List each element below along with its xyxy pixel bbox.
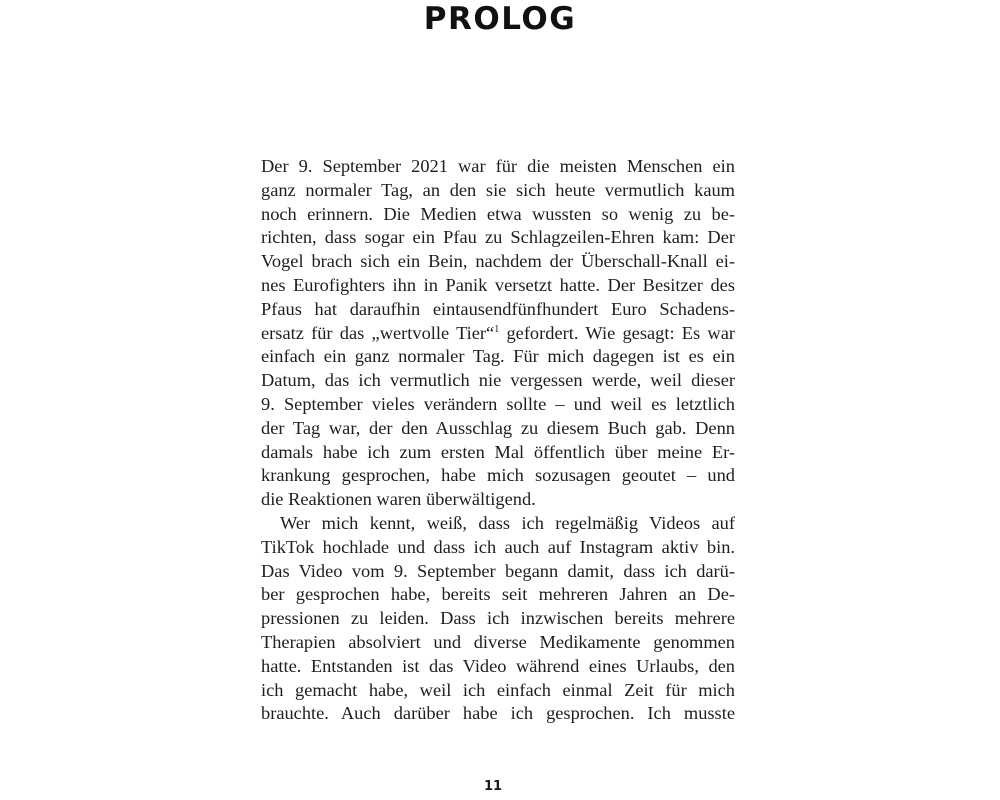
- text-line: ganz normaler Tag, an den sie sich heute vermutlich kaum: [261, 179, 735, 200]
- text-line: krankung gesprochen, habe mich sozusagen geoutet – und: [261, 465, 735, 486]
- text-line: brauchte. Auch darüber habe ich gesprochen. Ich musste: [261, 703, 735, 724]
- text-segment: gefordert. Wie gesagt: Es war: [499, 322, 736, 343]
- text-line: Der 9. September 2021 war für die meisten Menschen ein: [261, 156, 735, 176]
- footnote-marker[interactable]: 1: [494, 323, 500, 335]
- text-line: noch erinnern. Die Medien etwa wussten so wenig zu be-: [261, 203, 735, 224]
- text-line: pressionen zu leiden. Dass ich inzwischen bereits mehrere: [261, 608, 735, 629]
- text-line: ber gesprochen habe, bereits seit mehreren Jahren an De-: [261, 584, 735, 605]
- text-line: richten, dass sogar ein Pfau zu Schlagzeilen-Ehren kam: Der: [261, 227, 735, 248]
- body-text: [261, 155, 735, 726]
- paragraph-2: [261, 512, 735, 726]
- chapter-title: PROLOG: [423, 1, 577, 37]
- text-line: Therapien absolviert und diverse Medikamente genommen: [261, 631, 735, 652]
- text-segment: ersatz für das „wertvolle Tier“: [261, 322, 495, 343]
- text-line: Vogel brach sich ein Bein, nachdem der Überschall-Knall ei-: [261, 251, 735, 272]
- text-line: die Reaktionen waren überwältigend.: [261, 489, 536, 510]
- text-line: ich gemacht habe, weil ich einfach einmal Zeit für mich: [261, 679, 735, 700]
- text-line: Das Video vom 9. September begann damit, dass ich darü-: [261, 560, 735, 581]
- text-line: 9. September vieles verändern sollte – und weil es letztlich: [261, 393, 735, 414]
- paragraph-1: [261, 155, 735, 512]
- text-line: damals habe ich zum ersten Mal öffentlich über meine Er-: [261, 441, 735, 462]
- text-line-with-footnote: [261, 322, 735, 346]
- text-line: einfach ein ganz normaler Tag. Für mich dagegen ist es ein: [261, 346, 735, 367]
- page-number: 11: [483, 779, 503, 794]
- text-line: nes Eurofighters ihn in Panik versetzt hatte. Der Besitzer des: [261, 274, 735, 295]
- text-line: Datum, das ich vermutlich nie vergessen werde, weil dieser: [261, 370, 735, 391]
- text-line: Pfaus hat daraufhin eintausendfünfhundert Euro Schadens-: [261, 298, 735, 319]
- text-line: TikTok hochlade und dass ich auch auf Instagram aktiv bin.: [261, 536, 735, 557]
- text-line: hatte. Entstanden ist das Video während eines Urlaubs, den: [261, 655, 735, 676]
- text-line: Wer mich kennt, weiß, dass ich regelmäßig Videos auf: [280, 512, 735, 533]
- text-line: der Tag war, der den Ausschlag zu diesem Buch gab. Denn: [261, 417, 735, 438]
